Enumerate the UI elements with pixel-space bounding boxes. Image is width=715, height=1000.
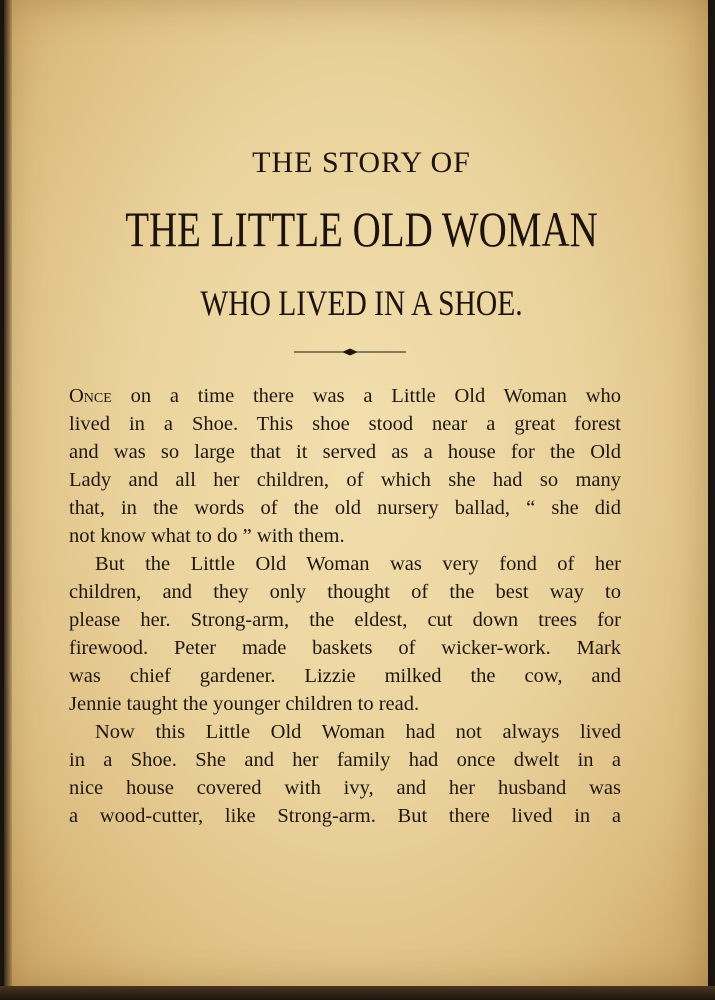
text-line: children, and they only thought of the best way to [69,581,621,603]
text-line: nice house covered with ivy, and her husband was [69,777,621,799]
title-line-2: THE LITTLE OLD WOMAN [125,201,598,257]
text-line: in a Shoe. She and her family had once dwelt in a [69,749,621,771]
text-line: Jennie taught the younger children to read. [69,693,420,715]
text-line: that, in the words of the old nursery ballad, “ she did [69,497,621,519]
title-line-1: THE STORY OF [252,146,471,179]
book-page [4,0,708,988]
text-line: But the Little Old Woman was very fond of her [95,553,621,575]
text-line: was chief gardener. Lizzie milked the cow, and [69,665,621,687]
text-line: please her. Strong-arm, the eldest, cut down trees for [69,609,621,631]
page-bottom-edge [0,986,715,1000]
text-line: firewood. Peter made baskets of wicker-work. Mark [69,637,621,659]
text-line-content: on a time there was a Little Old Woman who [111,385,621,407]
text-line [69,382,621,410]
text-line: not know what to do ” with them. [69,525,345,547]
text-line: lived in a Shoe. This shoe stood near a great forest [69,413,621,435]
text-line: a wood-cutter, like Strong-arm. But there lived in a [69,805,621,827]
drop-word: Once [69,385,112,407]
text-line: Now this Little Old Woman had not always lived [95,721,621,743]
text-line: Lady and all her children, of which she had so many [69,469,621,491]
ornament-divider-icon [294,346,406,358]
text-line: and was so large that it served as a house for the Old [69,441,621,463]
story-text [69,382,621,830]
title-line-3: WHO LIVED IN A SHOE. [200,283,523,323]
